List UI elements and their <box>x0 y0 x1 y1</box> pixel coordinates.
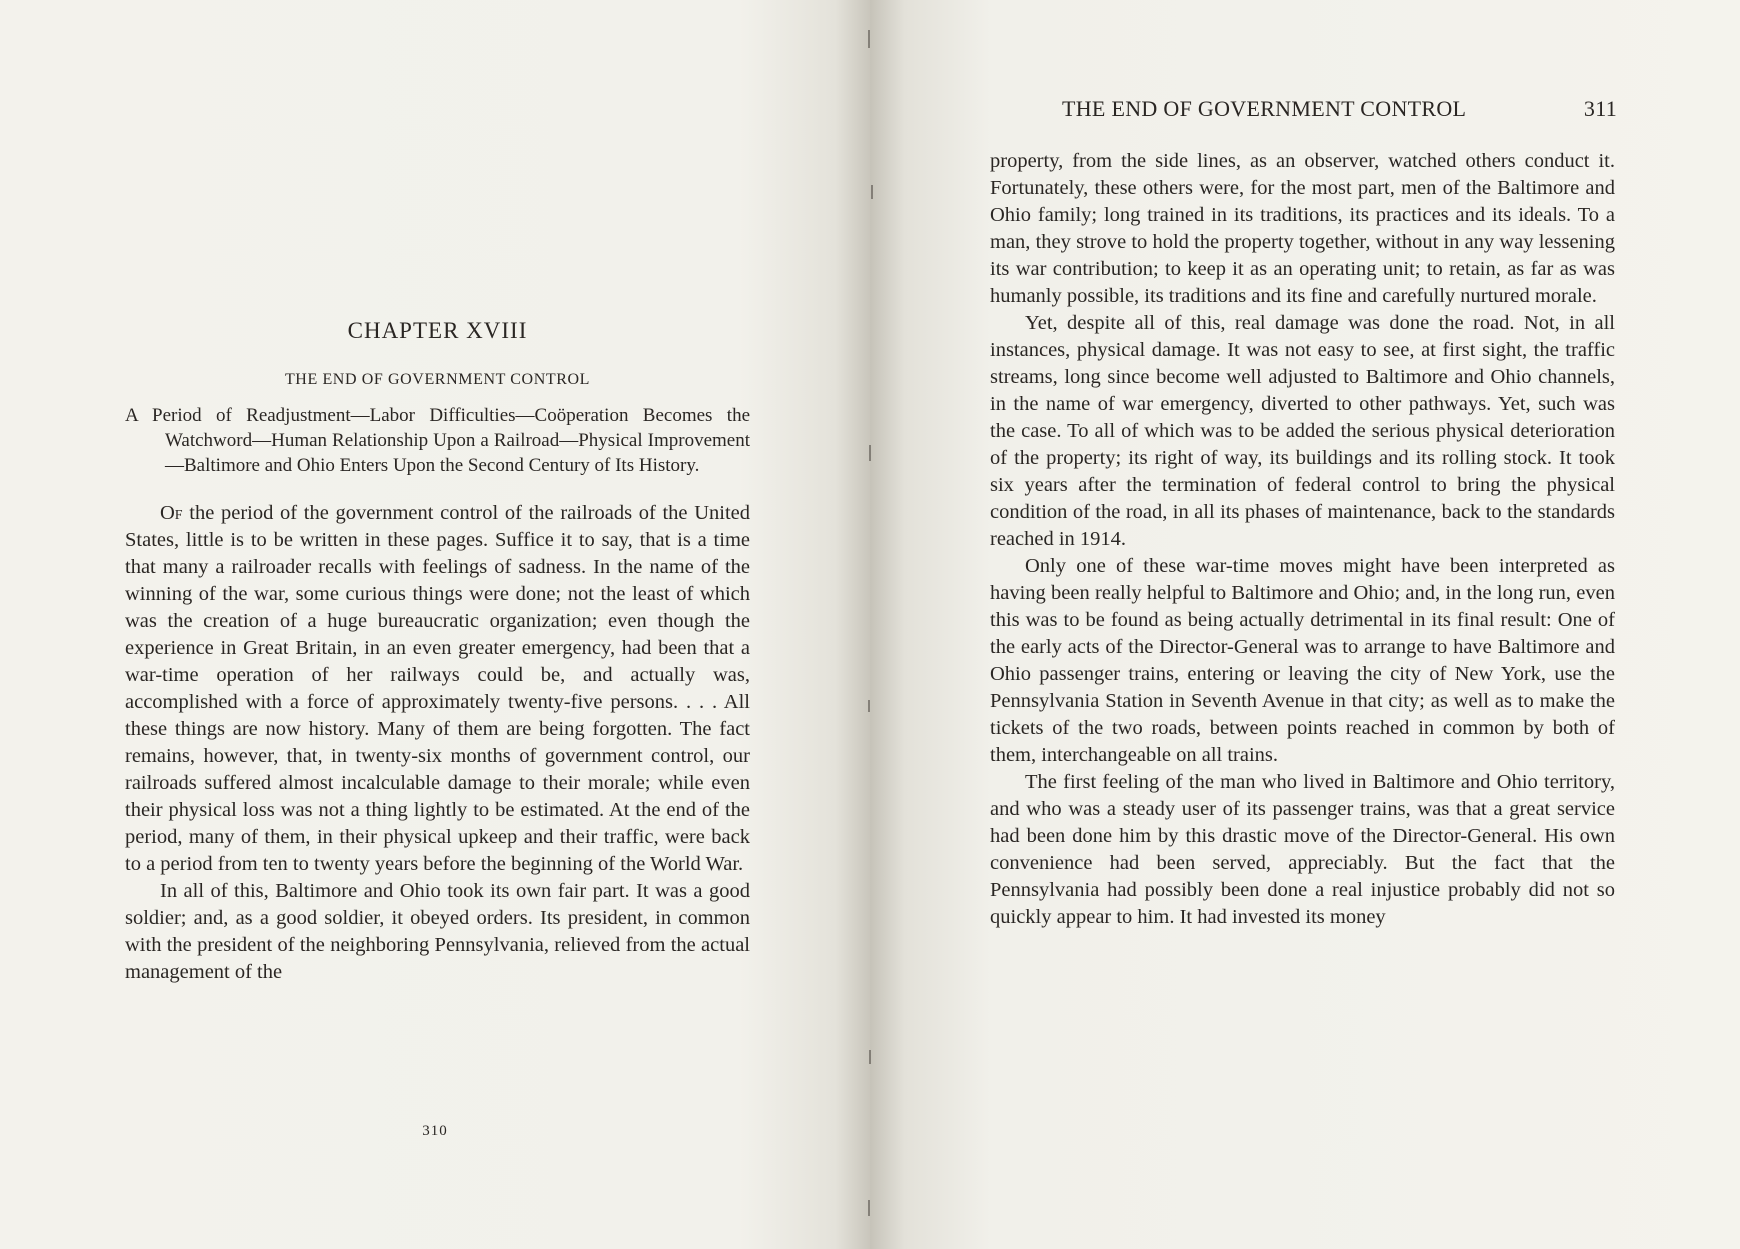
paragraph-lead-word: Of <box>160 502 183 524</box>
page-number-right: 311 <box>1583 96 1617 121</box>
left-page-text-block <box>125 318 750 986</box>
paragraph <box>125 500 750 878</box>
running-head <box>1062 96 1617 122</box>
page-number-left <box>0 1123 870 1140</box>
running-head-title: THE END OF GOVERNMENT CONTROL <box>1062 96 1467 121</box>
chapter-synopsis: A Period of Readjustment—Labor Difficulties—Coöperation Becomes the Watchword—Human Relationship Upon a Railroad—Physical Improvement—Baltimore and Ohio Enters Upon the Second Century of Its History. <box>125 405 750 476</box>
paragraph: Only one of these war-time moves might have been interpreted as having been really helpful to Baltimore and Ohio; and, in the long run, even this was to be found as being actually detrimental in its final result: One of the early acts of the Director-General was to arrange to have Baltimore and Ohio passenger trains, entering or leaving the city of New York, use the Pennsylvania Station in Seventh Avenue in that city; as well as to make the tickets of the two roads, between points reached in common by both of them, interchangeable on all trains. <box>990 555 1615 766</box>
chapter-title: THE END OF GOVERNMENT CONTROL <box>284 371 591 388</box>
paragraph: Yet, despite all of this, real damage was done the road. Not, in all instances, physical damage. It was not easy to see, at first sight, the traffic streams, long since become well adjusted to Baltimore and Ohio channels, in the name of war emergency, diverted to other pathways. Yet, such was the case. To all of which was to be added the serious physical deterioration of the property; its right of way, its buildings and its rolling stock. It took six years after the termination of federal control to bring the physical condition of the road, in all its phases of maintenance, back to the standards reached in 1914. <box>990 312 1615 550</box>
left-page-body <box>125 500 750 986</box>
paragraph-text: the period of the government control of the railroads of the United States, little is to be written in these pages. Suffice it to say, that is a time that many a railroader recalls with feelings of sadness. In the name of the winning of the war, some curious things were done; not the least of which was the creation of a huge bureaucratic organization; even though the experience in Great Britain, in an even greater emergency, had been that a war-time operation of her railways could be, and actually was, accomplished with a force of approximately twenty-five persons. . . . All these things are now history. Many of them are being forgotten. The fact remains, however, that, in twenty-six months of government control, our railroads suffered almost incalculable damage to their morale; while even their physical loss was not a thing lightly to be estimated. At the end of the period, many of them, in their physical upkeep and their traffic, were back to a period from ten to twenty years before the beginning of the World War. <box>125 502 750 875</box>
right-page-body <box>990 148 1615 931</box>
paragraph: property, from the side lines, as an observer, watched others conduct it. Fortunately, these others were, for the most part, men of the Baltimore and Ohio family; long trained in its traditions, its practices and its ideals. To a man, they strove to hold the property together, without in any way lessening its war contribution; to keep it as an operating unit; to retain, as far as was humanly possible, its traditions and its fine and carefully nurtured morale. <box>990 150 1615 307</box>
page-number-left-text: 310 <box>422 1123 448 1139</box>
paragraph: The first feeling of the man who lived in Baltimore and Ohio territory, and who was a steady user of its passenger trains, was that a great service had been done him by this drastic move of the Director-General. His own convenience had been served, appreciably. But the fact that the Pennsylvania had possibly been done a real injustice probably did not so quickly appear to him. It had invested its money <box>990 771 1615 928</box>
paragraph: In all of this, Baltimore and Ohio took its own fair part. It was a good soldier; and, as a good soldier, it obeyed orders. Its president, in common with the president of the neighboring Pennsylvania, relieved from the actual management of the <box>125 880 750 983</box>
chapter-number: CHAPTER XVIII <box>347 318 528 343</box>
